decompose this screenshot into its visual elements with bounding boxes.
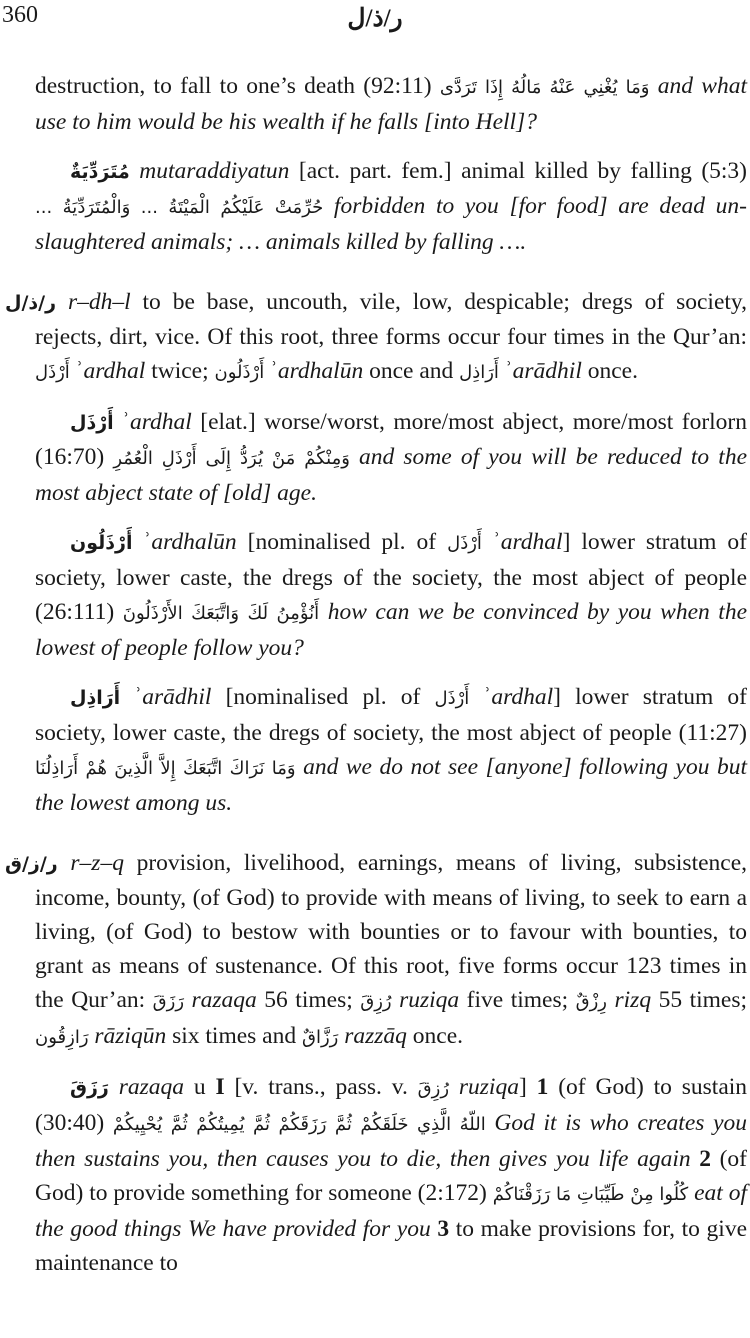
passive-latin: ruziqa <box>458 1074 519 1100</box>
form-arabic: رَزَقَ <box>152 991 185 1012</box>
headword-translit: mutaraddiyatun <box>139 158 290 184</box>
translation: how can we be convinced by you when the lowest of people follow you? <box>35 599 748 661</box>
passive-arabic: رُزِقَ <box>417 1078 450 1099</box>
headword-arabic: أَرْذَلُون <box>70 532 133 554</box>
form-latin: rāziqūn <box>94 1023 167 1049</box>
headword-arabic: مُتَرَدِّيَةٌ <box>70 161 130 183</box>
entry-ardhalun: أَرْذَلُون ʾardhalūn [nominalised pl. of أَرْذَل ʾardhal] lower stratum of society, lower caste, the dregs of the society, the most abject of people (26:111) أَنُؤْمِنُ لَكَ وَاتَّبَعَكَ الأَرْذَلُونَ how can we be convinced by you when the lowest of people follow you? <box>35 529 748 661</box>
form-count: once. <box>581 358 638 384</box>
verb-form-vowel: u <box>184 1074 216 1100</box>
sense-text: (of God) to sustain (30:40) <box>35 1074 748 1136</box>
ref-arabic: أَرْذَل <box>447 533 482 554</box>
form-count: once. <box>406 1023 464 1049</box>
translation: God it is who creates you then sustains you, then causes you to die, then gives you life again <box>35 1110 748 1172</box>
headword-arabic: رَزَقَ <box>70 1077 109 1099</box>
form-latin: razzāq <box>344 1023 407 1049</box>
arabic-quote: وَمَا نَرَاكَ اتَّبَعَكَ إِلاَّ الَّذِينَ هُمْ أَرَاذِلُنَا <box>35 758 296 779</box>
arabic-quote: حُرِّمَتْ عَلَيْكُمُ الْمَيْتَةُ ... وَالْمُتَرَدِّيَةُ ... <box>35 197 324 218</box>
form-arabic: أَرْذَل <box>35 362 70 383</box>
translation: eat of the good things We have provided for you <box>35 1180 748 1242</box>
gloss-text: [nominalised pl. of <box>236 529 448 555</box>
form-count: 56 times; <box>256 987 361 1013</box>
headword-translit: arādhil <box>142 684 212 710</box>
form-count: five times; <box>459 987 576 1013</box>
root-arabic: ر/ذ/ل <box>5 292 57 314</box>
headword-arabic: أَرَاذِل <box>70 687 121 709</box>
arabic-quote: اللّهُ الَّذِي خَلَقَكُمْ ثُمَّ رَزَقَكُمْ ثُمَّ يُمِيتُكُمْ ثُمَّ يُحْيِيكُمْ <box>112 1114 486 1135</box>
arabic-quote: أَنُؤْمِنُ لَكَ وَاتَّبَعَكَ الأَرْذَلُونَ <box>122 603 320 624</box>
page-number: 360 <box>2 2 38 28</box>
gloss-text: destruction, to fall to one’s death (92:11) <box>35 73 440 99</box>
form-arabic: أَرَاذِل <box>459 362 499 383</box>
gloss-text: [elat.] worse/worst, more/most abject, more/most forlorn (16:70) <box>35 409 748 470</box>
headword-translit: razaqa <box>118 1074 185 1100</box>
gloss-text: ] <box>518 1074 537 1100</box>
arabic-quote: وَمِنْكُمْ مَنْ يُرَدُّ إِلَى أَرْذَلِ الْعُمُرِ <box>113 448 350 469</box>
form-count: once and <box>363 358 460 384</box>
page-body <box>5 69 748 1280</box>
sense-text: to make provisions for, to give maintenance to <box>35 1216 747 1276</box>
form-latin: ardhal <box>83 358 146 384</box>
entry-aradhil: أَرَاذِل ʾarādhil [nominalised pl. of أَرْذَل ʾardhal] lower stratum of society, lower caste, the dregs of society, the most abject of people (11:27) وَمَا نَرَاكَ اتَّبَعَكَ إِلاَّ الَّذِينَ هُمْ أَرَاذِلُنَا and we do not see [anyone] following you but the lowest among us. <box>35 684 748 816</box>
sense-number: 1 <box>536 1074 549 1100</box>
root-rdhl: ر/ذ/ل r–dh–l to be base, uncouth, vile, low, despicable; dregs of society, rejects, dirt, vice. Of this root, three forms occur four times in the Qur’an: أَرْذَل ʾardhal twice; أَرْذَلُون ʾardhalūn once and أَرَاذِل ʾarādhil once. <box>5 289 748 384</box>
gloss-text: [v. trans., pass. v. <box>224 1074 418 1100</box>
form-count: twice; <box>145 358 215 384</box>
form-arabic: رِزْقٌ <box>575 991 607 1012</box>
verb-form-number: I <box>215 1074 225 1100</box>
form-latin: ardhalūn <box>277 358 364 384</box>
form-arabic: أَرْذَلُون <box>214 362 265 383</box>
gloss-text: [nominalised pl. of <box>211 684 435 710</box>
entry-ardhal: أَرْذَل ʾardhal [elat.] worse/worst, more/most abject, more/most forlorn (16:70) وَمِنْكُمْ مَنْ يُرَدُّ إِلَى أَرْذَلِ الْعُمُرِ and some of you will be reduced to the most abject state of [old] age. <box>35 409 748 506</box>
entry-mutaraddiyatun <box>35 154 747 259</box>
form-arabic: رَزَّاقٌ <box>302 1027 339 1048</box>
form-arabic: رَازِقُون <box>35 1027 89 1048</box>
root-arabic: ر/ز/ق <box>5 853 58 875</box>
translation: and we do not see [anyone] following you but the lowest among us. <box>35 754 747 816</box>
gloss-text: ] lower stratum of society, lower caste, the dregs of the society, the most abject of people (26:111) <box>35 529 747 625</box>
form-latin: razaqa <box>191 987 257 1013</box>
form-latin: rizq <box>614 987 652 1013</box>
translation: and some of you will be reduced to the most abject state of [old] age. <box>35 444 747 506</box>
translation: and what use to him would be his wealth if he falls [into Hell]? <box>35 73 747 135</box>
form-latin: arādhil <box>512 358 582 384</box>
sense-number: 2 <box>699 1146 711 1172</box>
root-rzq <box>5 846 747 1055</box>
arabic-quote: كُلُوا مِنْ طَيِّبَاتِ مَا رَزَقْنَاكُمْ <box>492 1184 689 1205</box>
headword-translit: ardhalūn <box>151 529 237 555</box>
translation: forbidden to you [for food] are dead un-slaughtered animals; … animals killed by falling …. <box>35 193 748 255</box>
headword-arabic: أَرْذَل <box>70 412 114 434</box>
form-count: 55 times; <box>651 987 748 1013</box>
arabic-quote: وَمَا يُغْنِي عَنْهُ مَالُهُ إِذَا تَرَدَّى <box>439 77 650 98</box>
root-definition: to be base, uncouth, vile, low, despicable; dregs of society, rejects, dirt, vice. Of this root, three forms occur four times in the Qur’an: <box>35 289 748 350</box>
form-count: six times and <box>166 1023 302 1049</box>
gloss-text: [act. part. fem.] animal killed by falling (5:3) <box>289 158 748 184</box>
ref-latin: ardhal <box>500 529 563 555</box>
entry-razaqa <box>35 1070 747 1280</box>
sense-number: 3 <box>437 1216 450 1242</box>
ref-arabic: أَرْذَل <box>434 688 470 709</box>
form-latin: ruziqa <box>399 987 460 1013</box>
entry-continuation <box>35 69 747 139</box>
root-latin: r–dh–l <box>67 289 131 315</box>
root-definition: provision, livelihood, earnings, means of living, subsistence, income, bounty, (of God) to provide with means of living, to seek to earn a living, (of God) to bestow with bounties or to favour with bounties, to grant as means of sustenance. Of this root, five forms occur 123 times in the Qur’an: <box>35 850 748 1013</box>
ref-latin: ardhal <box>491 684 554 710</box>
headword-translit: ardhal <box>129 409 192 435</box>
gloss-text: ] lower stratum of society, lower caste, the dregs of society, the most abject of people (11:27) <box>35 684 748 746</box>
root-latin: r–z–q <box>70 850 124 876</box>
form-arabic: رُزِقَ <box>360 991 392 1012</box>
sense-text: (of God) to provide something for someone (2:172) <box>35 1146 748 1206</box>
running-head: ر/ذ/ل <box>347 5 403 32</box>
